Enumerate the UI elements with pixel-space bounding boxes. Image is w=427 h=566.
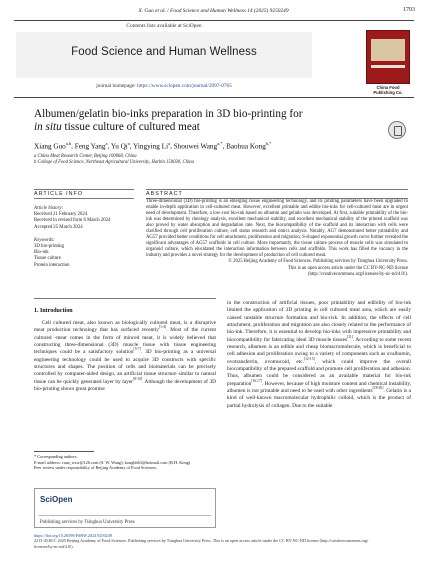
masthead-top-rule [14,20,414,21]
title-line-1: Albumen/gelatin bio-inks preparation in 3D bio-printing for [34,108,303,120]
journal-homepage [14,83,314,89]
author-name: Shouwei Wang [173,142,218,151]
publisher-box [34,488,216,528]
publisher-services-text: Publishing services by Tsinghua University Press [40,520,135,525]
author-affiliation-mark: a,b [65,141,72,146]
received-date: Received 21 February 2024 [34,212,88,218]
page-footer [34,533,410,549]
cover-caption-line1: China Food [376,85,400,90]
author-affiliation-mark: a [168,141,171,146]
citation-mark[interactable]: [8-10] [132,376,142,381]
title-line-2 [34,121,364,134]
running-header-title: X. Guo et al. / Food Science and Human Wellness 14 (2025) 9250249 [138,8,289,14]
cover-stripe [371,65,405,68]
affiliations [34,154,404,167]
doi-link[interactable]: https://doi.org/10.26599/FSHW.2024.9250249 [34,533,112,538]
article-info-rule-2 [34,198,134,199]
license-end: licenses/by-nc-nd/4.0/). [34,543,74,549]
abstract-body [146,199,408,278]
footnote-line-2: E-mail address: caaa_wsw@126.com (S. W. Wang); kongbh63@hotmail.com (B.H. Kong) [34,459,191,465]
author-name: Feng Yang [74,142,106,151]
affiliation-a: a China Meat Research Center, Beijing 100068, China [34,154,137,159]
journal-masthead [14,20,414,98]
abstract-text: Three-dimensional (3D) bio-printing is an emerging tissue engineering technology, and its printing parameters have been upgraded to enable in-depth application in cell-cultured meat. However, excellent printable and edible bio-inks for cell-cultured meat are in urgent need of development. Therefore, a low-cost bio-ink based on albumin and gelatin was developed. At first, suitable printability of the bio-ink was determined by rheology analysis, excellent mechanical stability, and excellent mechanical stability of the printed scaffold was also proved by water absorption and degradation rate. Next, the biocompatibility of the scaffold and its interaction with cells were clarified through cell proliferation culture, cell status research and omics analysis. Notably, AG7 demonstrated better printability and AG57 provided better conditions for cell attachment, proliferation and migration, S-shaped exponential growth curve further revealed the significant advantages of AG57 scaffolds in cell culture. More importantly, the tissue culture process of muscle cells was simulated to organoid culture, which elucidated the interaction information between cells and scaffolds. This work has filled the vacancy in the industry and provides a novel strategy for the development of production of cell cultured meat. [146,199,408,259]
history-label: Article history: [34,206,64,211]
cover-band [371,39,405,61]
author-affiliation-mark: b,* [265,141,272,146]
author-name: Xiang Guo [34,142,66,151]
publisher-box-rule [39,515,211,516]
author-affiliation-mark: a,* [217,141,223,146]
cover-caption [360,85,416,95]
footnote-line-3: Peer review under responsibility of Beijing Academy of Food Sciences. [34,465,158,470]
citation-mark[interactable]: [5-7] [133,347,141,352]
affiliation-b: b College of Food Science, Northeast Agricultural University, Harbin 150030, China [34,160,194,166]
keyword: Bio-ink [34,250,49,256]
author-name: Yingying Li [133,142,169,151]
revised-date: Received in revised form 6 March 2024 [34,218,111,224]
article-info-rule [34,189,134,190]
sciopen-logo: SciOpen [40,495,73,504]
cover-caption-line2: Publishing Co. [373,90,403,95]
author-list: Xiang Guo$^{a,b}$, Feng Yang$^a$, Yu Qi$^a$, Yingying Li$^a$, Shouwei Wang$^{a,*}$, Baohua Kong$^{b,*}$ [34,141,272,151]
author-affiliation-mark: a [127,141,130,146]
keywords-label: Keywords: [34,237,55,243]
keyword: Tissue culture [34,256,61,262]
article-title [34,108,364,134]
introduction-heading: 1. Introduction [34,308,73,314]
title-rest: tissue culture of cultured meat [61,121,200,133]
citation-mark[interactable]: [18-20] [372,386,384,391]
citation-mark[interactable]: [12-15] [303,356,315,361]
keyword: Protein interaction [34,262,70,268]
abstract-license-1: This is an open access article under the CC BY-NC-ND license [287,265,408,271]
introduction-left-column: Cell cultured meat, also known as biologically cultured meat, is a disruptive meat production technology that has surfaced recently[1-4]. Most of the current cultured -meat comes in the form of minced meat, it is widely believed that constructing three-dimensional (3D) muscle tissue with tissue engineering techniques could be a satisfactory solution[5-7]. 3D bio-printing as a universal engineering technology could be used to acquire 3D constructs with specific structures and shapes. The position of cells and biomaterials can be precisely controlled by computer-aided design, an artificial tissue structure similar to natural tissue can be quickly generated layer by layer[8-10]. Although the development of 3D bio-printing shows great promise [34,320,216,393]
keyword: 3D bio-printing [34,244,64,250]
page-number: 1703 [403,7,415,13]
journal-name: Food Science and Human Wellness [71,46,257,58]
corresponding-author-footnote [34,454,214,471]
author-name: Yu Qi [110,142,128,151]
citation-mark[interactable]: [16,17] [251,379,262,383]
abstract-license-2[interactable]: (http://creativecommons.org/licenses/by-nc-nd/4.0/). [307,271,408,277]
introduction-right-column: in the construction of artificial tissues, poor printability and edibility of bio-ink limited the application of 3D printing in cell cultured meat area, which are easily caused unstable structure formation and bio-risk. In addition, the effects of cell attachment, proliferation and migration are also closely related to the performance of bio-ink. Therefore, it is essential to develop bio-inks with impressive printability and biocompatibility for fabricating ideal 3D muscle tissues[11]. According to some recent research, albumen is an edible and cheap biomacromolecule, which is beneficial to cell adhesion and proliferation owing to a variety of components such as ovalbumin, ovotransferrin, ovomucoid, etc.[12-15], which could improve the overall biocompatibility of the prepared scaffold and promote cell proliferation and adhesion. Thus, albumen could be considered as an available material for bio-ink preparation[16,17]. However, because of high moisture content and chemical instability, albumen is not printable and need to be used with other ingredients[18-20]. Gelatin is a kind of well-known macromolecular hydrophilic colloid, which is the product of partial hydrolysis of collagen. Due to the suitable [227,300,411,409]
running-header [0,6,427,18]
footnote-rule [34,451,94,452]
check-for-updates-icon[interactable] [388,121,406,139]
homepage-prefix: journal homepage: [96,83,138,89]
body-top-rule [34,298,216,299]
journal-cover-image [366,30,410,84]
article-info [34,206,114,269]
footnote-line-1: * Corresponding authors. [34,454,78,459]
contents-available-line: Contents lists available at SciOpen [126,23,202,29]
title-italic: in situ [34,121,62,133]
citation-mark[interactable]: [1-4] [158,325,167,330]
abstract-rule [146,189,408,190]
abstract-heading: ABSTRACT [146,191,183,197]
masthead-bottom-rule [14,97,414,98]
homepage-link[interactable]: https://www.sciopen.com/journal/2097-0765 [137,83,232,89]
author-affiliation-mark: a [105,141,108,146]
article-info-heading: ARTICLE INFO [34,191,84,197]
abstract-copyright: © 2025 Beijing Academy of Food Sciences. Publishing services by Tsinghua University Press. [228,259,408,265]
issn-line: 2213-4530/© 2025 Beijing Academy of Food Sciences. Publishing services by Tsinghua University Press. This is an open access article under the CC BY-NC-ND license (http://creativecommons.org/ [34,538,369,544]
accepted-date: Accepted 25 March 2024 [34,224,83,230]
citation-mark[interactable]: [11] [347,334,353,339]
author-name: Baohua Kong [226,142,266,151]
